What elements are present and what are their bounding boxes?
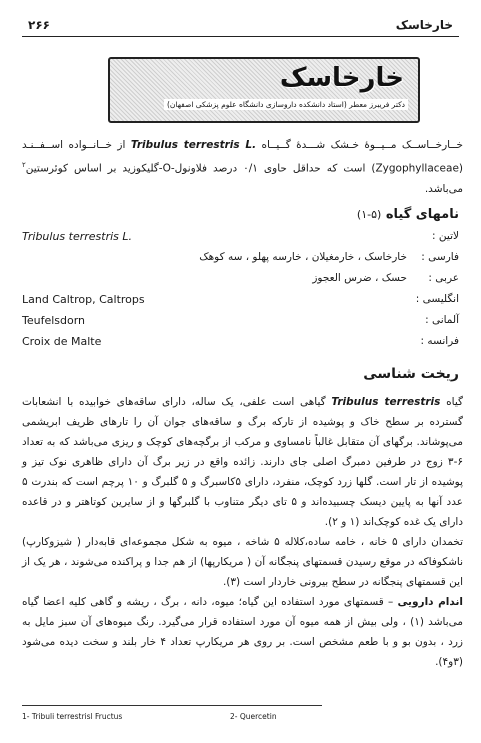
intro-text-3: می‌باشد.	[424, 182, 463, 195]
footnote-marker: ۲	[22, 161, 26, 169]
names-heading-text: نامهای گیاه	[385, 207, 459, 222]
name-row-german	[22, 312, 459, 333]
name-label: فارسی :	[421, 251, 459, 263]
name-value: Croix de Malte	[22, 335, 102, 348]
morph-text: – قسمتهای مورد استفاده این گیاه؛ میوه، دانه ، برگ ، ریشه و گاهی کلیه اعضا گیاه می‌باشد (۱) ، ولی بیش از همه میوه آن مورد استفاده قرار می‌گیرد. رنگ میوه‌های آن سبز مایل به زرد ، بدون بو و با طعم مشخص است. بر روی هر مریکارپ تعداد ۴ خار بلند و سخت دیده می‌شود (۳و۴).	[22, 596, 463, 668]
name-row-persian	[22, 249, 459, 270]
name-label: آلمانی :	[425, 314, 459, 326]
names-heading-refs: (۵-۱)	[356, 208, 382, 221]
plant-names-table	[22, 228, 459, 354]
name-row-arabic	[22, 270, 459, 291]
morphology-paragraph-1	[22, 392, 463, 532]
name-label: فرانسه :	[420, 335, 459, 347]
name-label: لاتین :	[432, 230, 459, 242]
name-value: حسک ، ضرس العجوز	[312, 272, 407, 284]
name-row-latin	[22, 228, 459, 249]
morphology-paragraph-3	[22, 592, 463, 672]
morph-text: گیاه	[440, 396, 463, 408]
intro-text-1: خــارخــاســک مــیــوۀ خـشک شـــدۀ گــیــاه	[256, 139, 463, 151]
footnote-2: 2- Quercetin	[230, 712, 277, 721]
name-value: Land Caltrop, Caltrops	[22, 293, 145, 306]
morph-text: گیاهی است علفی، یک ساله، دارای ساقه‌های خوابیده با انشعابات گسترده بر سطح خاک و پوشیده از تارکه برگ و ساقه‌های جوان آن را تارهای ظریف ابریشمی می‌پوشاند. برگهای آن متقابل غالباً نامساوی و مرکب از برگچه‌های کوچک و ریزی می‌باشد که به تعداد ۶-۳ زوج در طرفین دمبرگ اصلی جای دارند. زائده واقع در زیر برگ آن دارای ظاهری نوک تیز و پوشیده از تار است. گلها زرد کوچک، منفرد، دارای ۵کاسبرگ و ۵ گلبرگ و ۱۰ پرچم است که بندرت ۵ عدد آنها به پایین دیسک چسبیده‌اند و ۵ تای دیگر متناوب با گلبرگها و از سایرین کوتاهتر و در قاعده دارای یک غده کوچک‌اند (۱ و ۲).	[22, 396, 464, 528]
footnote-divider	[22, 705, 322, 706]
morphology-paragraph-2: تخمدان دارای ۵ خانه ، خامه ساده،کلاله ۵ شاخه ، میوه به شکل مجموعه‌ای قابه‌دار ( شیزوکارپ) ناشکوفاکه در موقع رسیدن قسمتهای پنجگانه آن ( مریکارپها) از هم جدا و پراکنده می‌شوند ، هر یک از این قسمتهای پنجگانه در سطح بیرونی خاردار است (۳).	[22, 536, 463, 588]
morph-latin-name: Tribulus terrestris	[331, 396, 441, 408]
morphology-body	[22, 392, 463, 672]
intro-text-2: از خــانــواده اســفــنـد (Zygophyllaceae) است که حداقل حاوی ۰/۱ درصد فلاونول-O-گلیکوزید بر اساس کوئرستین	[22, 139, 464, 175]
name-value: خارخاسک ، خارمغیلان ، خارسه پهلو ، سه کوهک	[199, 251, 407, 263]
author-line: دکتر فریبرز معطر (استاد دانشکده داروسازی دانشگاه علوم پزشکی اصفهان)	[164, 99, 408, 110]
article-title: خارخاسک	[279, 63, 404, 93]
page-number: ۲۶۶	[28, 18, 50, 32]
running-title: خارخاسک	[395, 18, 453, 32]
morphology-heading: ریخت شناسی	[363, 366, 459, 382]
intro-latin-name: Tribulus terrestris L.	[130, 139, 257, 151]
title-banner	[108, 57, 420, 123]
name-value: Teufelsdorn	[22, 314, 86, 327]
name-row-french	[22, 333, 459, 354]
names-section-heading	[357, 207, 459, 222]
name-value: Tribulus terrestris L.	[22, 230, 133, 243]
running-header	[22, 18, 459, 37]
footnote-1: 1- Tribuli terrestrisl Fructus	[22, 712, 123, 721]
name-label: عربی :	[428, 272, 459, 284]
name-label: انگلیسی :	[415, 293, 459, 305]
name-row-english	[22, 291, 459, 312]
medicinal-part-label: اندام دارویی	[397, 596, 463, 608]
intro-paragraph	[22, 135, 463, 199]
